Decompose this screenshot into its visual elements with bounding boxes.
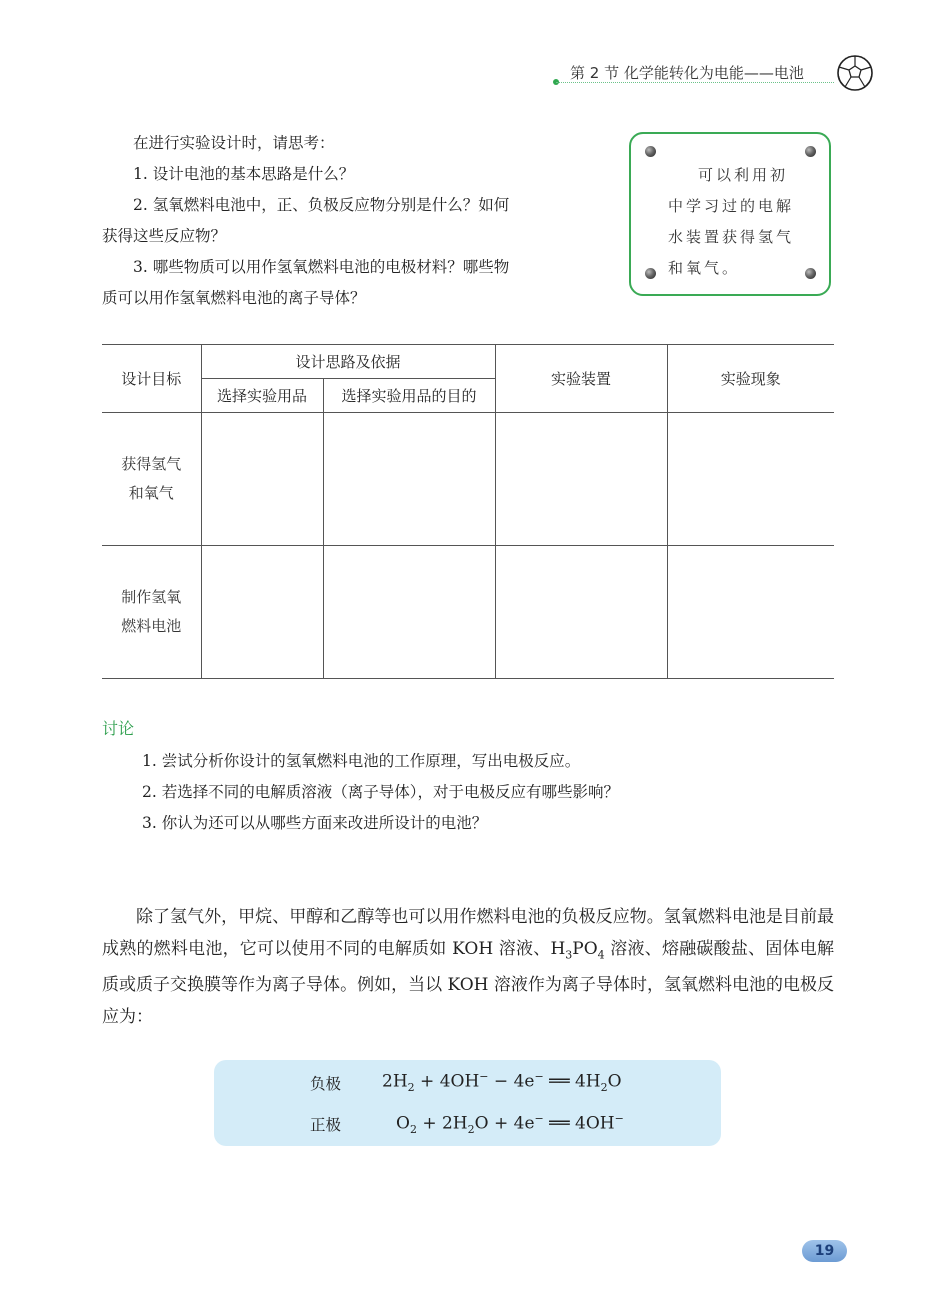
tip-text [668,160,800,284]
row-label-make-cell: 制作氢氧 燃料电池 [102,546,201,679]
pin-icon [645,146,656,157]
pin-icon [645,268,656,279]
discussion-list [142,746,619,839]
design-table [102,344,834,679]
fullerene-icon [836,54,874,92]
table-cell[interactable] [323,546,495,679]
header-device: 实验装置 [495,345,667,413]
question-1: 1. 设计电池的基本思路是什么？ [133,165,355,183]
row-label-obtain-gas: 获得氢气 和氧气 [102,413,201,546]
question-2-line-1: 2. 氢氧燃料电池中，正、负极反应物分别是什么？如何 [133,196,510,214]
tip-line-3: 水装置获得氢气 [668,228,795,246]
question-3-line-2: 质可以用作氢氧燃料电池的离子导体？ [102,289,366,307]
header-goal: 设计目标 [102,345,201,413]
pin-icon [805,146,816,157]
table-cell[interactable] [323,413,495,546]
tip-line-4: 和氧气。 [668,259,741,277]
header-phenomenon: 实验现象 [667,345,834,413]
discussion-item-1: 1. 尝试分析你设计的氢氧燃料电池的工作原理，写出电极反应。 [142,752,581,770]
question-2-line-2: 获得这些反应物？ [102,227,227,245]
discussion-item-3: 3. 你认为还可以从哪些方面来改进所设计的电池？ [142,814,488,832]
table-cell[interactable] [667,546,834,679]
discussion-heading: 讨论 [102,719,135,738]
table-row [102,413,834,546]
body-paragraph: 除了氢气外，甲烷、甲醇和乙醇等也可以用作燃料电池的负极反应物。氢氧燃料电池是目前最成熟的燃料电池，它可以使用不同的电解质如 KOH 溶液、$H_3PO_4$ 溶液、熔融碳酸盐、固体电解质或质子交换膜等作为离子导体。例如，当以 KOH 溶液作为离子导体时，氢氧燃料电池的电极反应为： [102,907,835,1027]
header-select: 选择实验用品 [201,379,323,413]
table-cell[interactable] [201,546,323,679]
table-row [102,546,834,679]
header-purpose: 选择实验用品的目的 [323,379,495,413]
tip-line-1: 可以利用初 [698,166,789,184]
header-design: 设计思路及依据 [201,345,495,379]
header-divider [556,82,834,83]
positive-electrode-label: 正极 [310,1116,342,1134]
pin-icon [805,268,816,279]
page-number: 19 [802,1240,847,1262]
discussion-item-2: 2. 若选择不同的电解质溶液（离子导体），对于电极反应有哪些影响？ [142,783,619,801]
intro-lead: 在进行实验设计时，请思考： [133,134,335,152]
table-cell[interactable] [667,413,834,546]
intro-questions [102,128,602,314]
tip-line-2: 中学习过的电解 [668,197,795,215]
section-title: 第 2 节 化学能转化为电能——电池 [570,64,804,82]
positive-electrode-equation: $O_2 + 2H_2O + 4e^-$ ══ 4OH− [396,1112,624,1137]
equation-box [214,1060,721,1146]
table-cell[interactable] [201,413,323,546]
negative-electrode-label: 负极 [310,1075,342,1093]
table-cell[interactable] [495,546,667,679]
table-cell[interactable] [495,413,667,546]
negative-electrode-equation: $2H_2 + 4OH^- - 4e^-$ ══ $4H_2O$ [382,1070,622,1095]
question-3-line-1: 3. 哪些物质可以用作氢氧燃料电池的电极材料？哪些物 [133,258,510,276]
